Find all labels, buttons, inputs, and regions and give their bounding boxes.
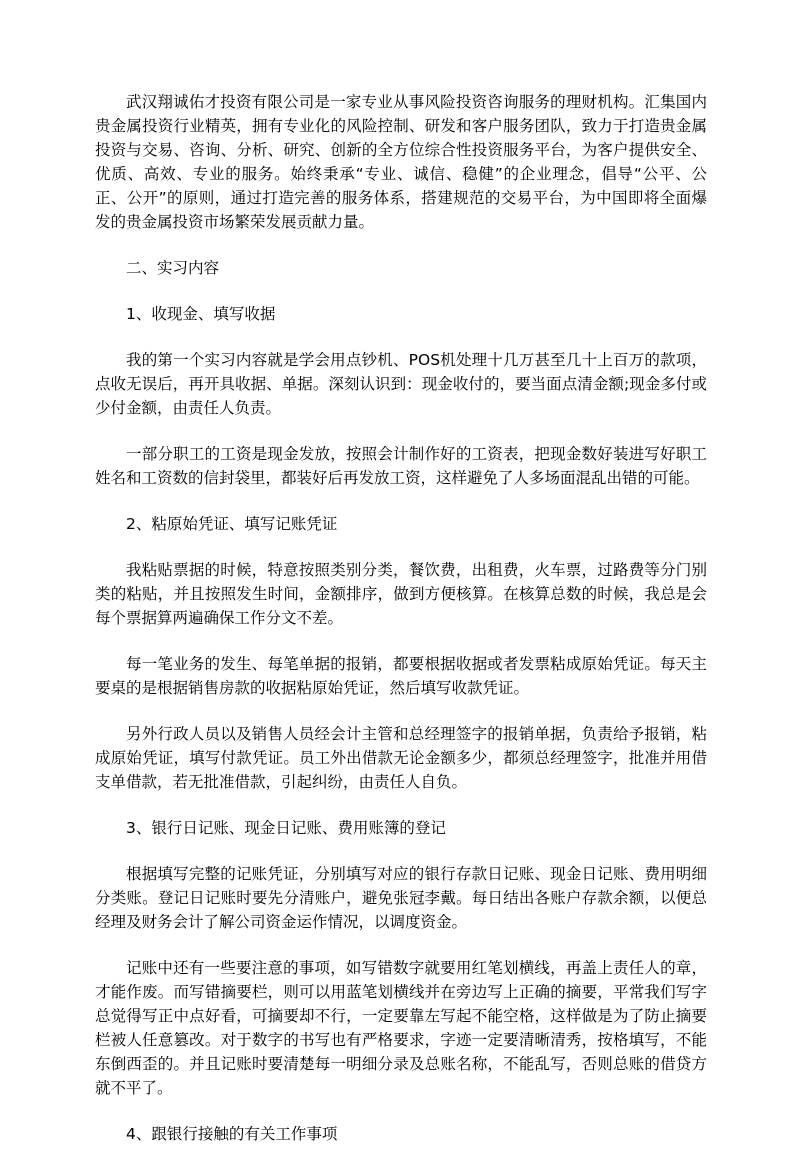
- subheading-journals: 3、银行日记账、现金日记账、费用账簿的登记: [126, 819, 446, 837]
- reimbursement-paragraph: 每一笔业务的发生、每笔单据的报销，都要根据收据或者发票粘成原始凭证。每天主要桌的是根据销售房款的收据粘原始凭证，然后填写收款凭证。: [95, 655, 707, 697]
- cash-counting-paragraph: 我的第一个实习内容就是学会用点钞机、POS机处理十几万甚至几十上百万的款项，点收无误后，再开具收据、单据。深刻认识到：现金收付的，要当面点清金额;现金多付或少付金额，由责任人负责。: [95, 351, 707, 417]
- subheading-bank-matters: 4、跟银行接触的有关工作事项: [126, 1125, 338, 1143]
- bookkeeping-notes-paragraph: 记账中还有一些要注意的事项，如写错数字就要用红笔划横线，再盖上责任人的章，才能作废。而写错摘要栏，则可以用蓝笔划横线并在旁边写上正确的摘要，平常我们写字总觉得写正中点好看，可摘要却不行，一定要靠左写起不能空格，这样做是为了防止摘要栏被人任意篡改。对于数字的书写也有严格要求，字迹一定要清晰清秀，按格填写，不能东倒西歪的。并且记账时要清楚每一明细分录及总账名称，不能乱写，否则总账的借贷方就不平了。: [95, 959, 707, 1097]
- document-page: [95, 90, 707, 1168]
- section-heading-internship-content: 二、实习内容: [126, 259, 220, 277]
- subheading-cash-receipts: 1、收现金、填写收据: [126, 305, 276, 323]
- receipt-pasting-paragraph: 我粘贴票据的时候，特意按照类别分类，餐饮费，出租费，火车票，过路费等分门别类的粘贴，并且按照发生时间，金额排序，做到方便核算。在核算总数的时候，我总是会每个票据算两遍确保工作分文不差。: [95, 561, 707, 627]
- journal-entry-paragraph: 根据填写完整的记账凭证，分别填写对应的银行存款日记账、现金日记账、费用明细分类账。登记日记账时要先分清账户，避免张冠李戴。每日结出各账户存款余额，以便总经理及财务会计了解公司资金运作情况，以调度资金。: [95, 865, 707, 931]
- admin-reimbursement-paragraph: 另外行政人员以及销售人员经会计主管和总经理签字的报销单据，负责给予报销，粘成原始凭证，填写付款凭证。员工外出借款无论金额多少，都须总经理签字，批准并用借支单借款，若无批准借款，引起纠纷，由责任人自负。: [95, 725, 707, 791]
- subheading-vouchers: 2、粘原始凭证、填写记账凭证: [126, 515, 338, 533]
- payroll-paragraph: 一部分职工的工资是现金发放，按照会计制作好的工资表，把现金数好装进写好职工姓名和工资数的信封袋里，都装好后再发放工资，这样避免了人多场面混乱出错的可能。: [95, 445, 707, 487]
- company-intro-paragraph: 武汉翔诚佑才投资有限公司是一家专业从事风险投资咨询服务的理财机构。汇集国内贵金属投资行业精英，拥有专业化的风险控制、研发和客户服务团队，致力于打造贵金属投资与交易、咨询、分析、研究、创新的全方位综合性投资服务平台，为客户提供安全、优质、高效、专业的服务。始终秉承“专业、诚信、稳健”的企业理念，倡导“公平、公正、公开”的原则，通过打造完善的服务体系，搭建规范的交易平台，为中国即将全面爆发的贵金属投资市场繁荣发展贡献力量。: [95, 93, 707, 231]
